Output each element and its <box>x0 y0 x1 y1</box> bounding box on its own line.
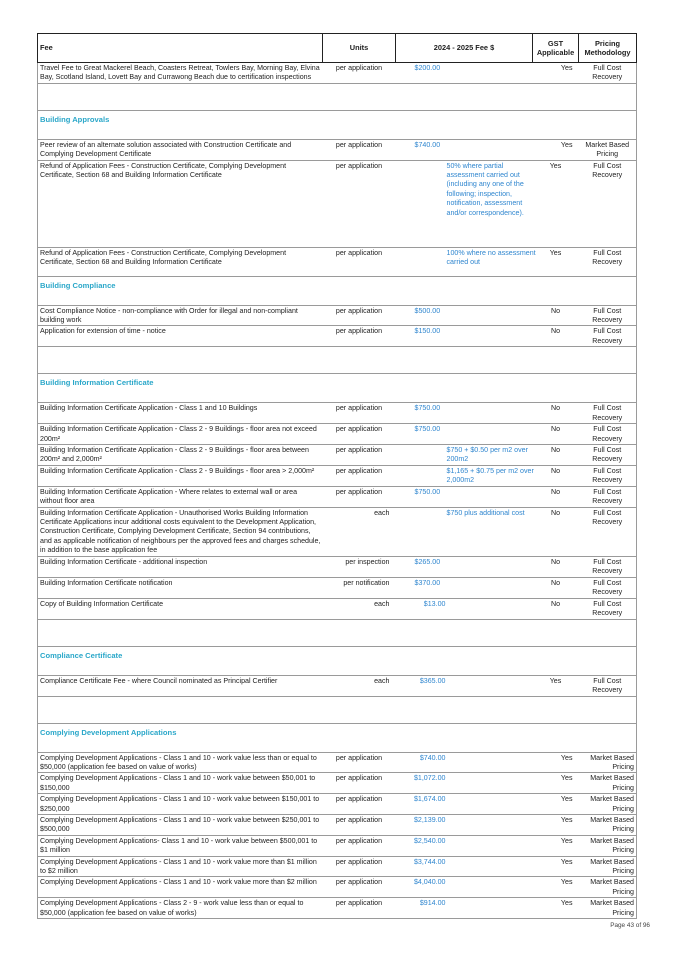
fee-amount <box>396 160 533 247</box>
gst-applicable: Yes <box>533 63 579 84</box>
fee-schedule-page <box>37 33 636 919</box>
pricing-methodology: Full Cost Recovery <box>579 424 637 445</box>
pricing-methodology: Market Based Pricing <box>579 139 637 160</box>
fee-amount-note: $1,165 + $0.75 per m2 over 2,000m2 <box>446 466 534 485</box>
gst-applicable: No <box>533 556 579 577</box>
fee-amount <box>396 424 533 445</box>
gst-applicable: Yes <box>533 752 579 773</box>
section-title: Compliance Certificate <box>38 646 637 675</box>
section-title: Complying Development Applications <box>38 723 637 752</box>
fee-description: Complying Development Applications - Class 1 and 10 - work value between $250,001 to $500,000 <box>38 814 323 835</box>
fee-units: per application <box>323 247 396 276</box>
gst-applicable: Yes <box>533 139 579 160</box>
section-heading-building-approvals <box>38 110 637 139</box>
gst-applicable: Yes <box>533 856 579 877</box>
table-row <box>38 160 637 247</box>
gst-applicable: Yes <box>533 773 579 794</box>
fee-amount <box>396 305 533 326</box>
fee-amount-value: $2,540.00 <box>413 836 446 845</box>
table-row <box>38 675 637 696</box>
section-title: Building Compliance <box>38 276 637 305</box>
gst-applicable: Yes <box>533 675 579 696</box>
fee-units: each <box>323 675 396 696</box>
section-title: Building Information Certificate <box>38 374 637 403</box>
table-row <box>38 598 637 619</box>
table-row <box>38 424 637 445</box>
spacer-row <box>38 696 637 723</box>
fee-amount-value: $4,040.00 <box>413 878 446 887</box>
table-row <box>38 507 637 556</box>
spacer-row <box>38 83 637 110</box>
fee-amount <box>396 675 533 696</box>
fee-amount <box>396 556 533 577</box>
fee-description: Complying Development Applications - Class 2 - 9 - work value less than or equal to $50,000 (application fee based on value of works) <box>38 898 323 919</box>
gst-applicable: Yes <box>533 877 579 898</box>
gst-applicable: No <box>533 326 579 347</box>
gst-applicable: No <box>533 465 579 486</box>
section-title: Building Approvals <box>38 110 637 139</box>
fee-description: Application for extension of time - notice <box>38 326 323 347</box>
fee-amount-value: $150.00 <box>414 327 441 336</box>
section-heading-building-information-certificate <box>38 374 637 403</box>
fee-amount-value: $750.00 <box>414 425 441 434</box>
table-row <box>38 577 637 598</box>
section-heading-building-compliance <box>38 276 637 305</box>
table-row <box>38 326 637 347</box>
fee-units: per application <box>323 752 396 773</box>
fee-description: Complying Development Applications- Class 1 and 10 - work value between $500,001 to $1 million <box>38 835 323 856</box>
header-fee: Fee <box>38 34 323 63</box>
gst-applicable: No <box>533 577 579 598</box>
gst-applicable: No <box>533 424 579 445</box>
fee-units: per application <box>323 898 396 919</box>
pricing-methodology: Full Cost Recovery <box>579 305 637 326</box>
fee-units: per application <box>323 835 396 856</box>
pricing-methodology: Market Based Pricing <box>579 794 637 815</box>
fee-description: Complying Development Applications - Class 1 and 10 - work value more than $2 million <box>38 877 323 898</box>
fee-units: per application <box>323 326 396 347</box>
fee-units: per application <box>323 773 396 794</box>
fee-amount <box>396 326 533 347</box>
fee-units: per notification <box>323 577 396 598</box>
fee-description: Refund of Application Fees - Construction Certificate, Complying Development Certificate, Section 68 and Building Information Certificate <box>38 160 323 247</box>
fee-description: Building Information Certificate Application - Class 1 and 10 Buildings <box>38 403 323 424</box>
fee-amount-value: $365.00 <box>419 676 446 685</box>
fee-units: per application <box>323 445 396 466</box>
fee-units: per application <box>323 160 396 247</box>
pricing-methodology: Full Cost Recovery <box>579 445 637 466</box>
gst-applicable: No <box>533 403 579 424</box>
pricing-methodology: Full Cost Recovery <box>579 556 637 577</box>
fee-amount <box>396 877 533 898</box>
gst-applicable: Yes <box>533 835 579 856</box>
fee-units: per inspection <box>323 556 396 577</box>
fee-description: Building Information Certificate Application - Where relates to external wall or area without floor area <box>38 486 323 507</box>
fee-amount-value: $740.00 <box>414 140 441 149</box>
fee-amount <box>396 63 533 84</box>
fee-units: per application <box>323 486 396 507</box>
section-heading-compliance-certificate <box>38 646 637 675</box>
fee-units: each <box>323 598 396 619</box>
fee-description: Complying Development Applications - Class 1 and 10 - work value less than or equal to $50,000 (application fee based on value of works) <box>38 752 323 773</box>
fee-amount <box>396 814 533 835</box>
fee-amount <box>396 752 533 773</box>
gst-applicable: No <box>533 445 579 466</box>
table-row <box>38 445 637 466</box>
fee-description: Building Information Certificate Application - Unauthorised Works Building Information Certificate Applications incur additional costs equivalent to the Development Application, Construction Certificate, Complying Development Certificate, Section 94 contributions, and as applicable notification of neighbours per the approved fees and charges schedule, in addition to the base application fee <box>38 507 323 556</box>
fee-amount-value: $1,072.00 <box>413 774 446 783</box>
pricing-methodology: Market Based Pricing <box>579 856 637 877</box>
fee-description: Refund of Application Fees - Construction Certificate, Complying Development Certificate, Section 68 and Building Information Certificate <box>38 247 323 276</box>
gst-applicable: Yes <box>533 814 579 835</box>
table-row <box>38 139 637 160</box>
table-row <box>38 814 637 835</box>
header-units: Units <box>323 34 396 63</box>
pricing-methodology: Market Based Pricing <box>579 835 637 856</box>
table-row <box>38 856 637 877</box>
fee-amount <box>396 507 533 556</box>
table-row <box>38 63 637 84</box>
fee-units: per application <box>323 139 396 160</box>
table-row <box>38 305 637 326</box>
fee-amount <box>396 403 533 424</box>
table-row <box>38 898 637 919</box>
fee-amount-note: $750 plus additional cost <box>446 508 525 517</box>
fee-description: Building Information Certificate Application - Class 2 - 9 Buildings - floor area not exceed 200m² <box>38 424 323 445</box>
fee-units: each <box>323 507 396 556</box>
fee-description: Cost Compliance Notice - non-compliance with Order for illegal and non-compliant building work <box>38 305 323 326</box>
table-row <box>38 247 637 276</box>
spacer-row <box>38 619 637 646</box>
table-row <box>38 403 637 424</box>
fee-amount-value: $500.00 <box>414 306 441 315</box>
fee-amount-value: $265.00 <box>414 557 441 566</box>
fee-amount <box>396 794 533 815</box>
fee-amount-note: 50% where partial assessment carried out (including any one of the following; inspection, notification, assessment and/or correspondence). <box>446 161 524 217</box>
fee-amount <box>396 465 533 486</box>
pricing-methodology: Market Based Pricing <box>579 877 637 898</box>
pricing-methodology: Full Cost Recovery <box>579 160 637 247</box>
fee-description: Complying Development Applications - Class 1 and 10 - work value between $150,001 to $250,000 <box>38 794 323 815</box>
fee-description: Copy of Building Information Certificate <box>38 598 323 619</box>
fee-amount-value: $2,139.00 <box>413 815 446 824</box>
fee-amount-value: $750.00 <box>414 487 441 496</box>
table-header-row <box>38 34 637 63</box>
fee-amount-value: $370.00 <box>414 578 441 587</box>
fee-description: Complying Development Applications - Class 1 and 10 - work value between $50,001 to $150,000 <box>38 773 323 794</box>
pricing-methodology: Full Cost Recovery <box>579 486 637 507</box>
fee-amount <box>396 445 533 466</box>
table-row <box>38 794 637 815</box>
fee-amount <box>396 577 533 598</box>
table-row <box>38 486 637 507</box>
fee-description: Building Information Certificate Application - Class 2 - 9 Buildings - floor area > 2,000m² <box>38 465 323 486</box>
fee-table <box>37 33 637 919</box>
fee-units: per application <box>323 814 396 835</box>
pricing-methodology: Full Cost Recovery <box>579 247 637 276</box>
gst-applicable: No <box>533 507 579 556</box>
fee-amount <box>396 486 533 507</box>
gst-applicable: No <box>533 305 579 326</box>
pricing-methodology: Market Based Pricing <box>579 898 637 919</box>
gst-applicable: Yes <box>533 247 579 276</box>
fee-amount <box>396 139 533 160</box>
fee-amount <box>396 898 533 919</box>
fee-amount-value: $740.00 <box>419 753 446 762</box>
table-row <box>38 877 637 898</box>
pricing-methodology: Full Cost Recovery <box>579 675 637 696</box>
fee-amount <box>396 247 536 276</box>
fee-amount-note: $750 + $0.50 per m2 over 200m2 <box>446 446 528 464</box>
gst-applicable: Yes <box>533 160 579 247</box>
fee-description: Travel Fee to Great Mackerel Beach, Coasters Retreat, Towlers Bay, Morning Bay, Elvina Bay, Scotland Island, Lovett Bay and Currawong Beach due to certification inspections <box>38 63 323 84</box>
header-gst: GST Applicable <box>533 34 579 63</box>
pricing-methodology: Full Cost Recovery <box>579 403 637 424</box>
gst-applicable: Yes <box>533 794 579 815</box>
table-body <box>38 63 637 919</box>
gst-applicable: Yes <box>533 898 579 919</box>
fee-amount <box>396 856 533 877</box>
fee-description: Building Information Certificate Application - Class 2 - 9 Buildings - floor area between 200m² and 2,000m² <box>38 445 323 466</box>
fee-description: Building Information Certificate notification <box>38 577 323 598</box>
fee-amount-value: $3,744.00 <box>413 857 446 866</box>
table-row <box>38 465 637 486</box>
fee-amount-value: $914.00 <box>419 899 446 908</box>
pricing-methodology: Full Cost Recovery <box>579 63 637 84</box>
spacer-row <box>38 347 637 374</box>
pricing-methodology: Full Cost Recovery <box>579 465 637 486</box>
gst-applicable: No <box>533 598 579 619</box>
fee-units: per application <box>323 877 396 898</box>
pricing-methodology: Market Based Pricing <box>579 814 637 835</box>
fee-amount-value: $750.00 <box>414 404 441 413</box>
gst-applicable: No <box>533 486 579 507</box>
fee-amount-value: $1,674.00 <box>413 795 446 804</box>
table-row <box>38 773 637 794</box>
fee-units: per application <box>323 63 396 84</box>
fee-units: per application <box>323 856 396 877</box>
fee-amount <box>396 598 533 619</box>
pricing-methodology: Full Cost Recovery <box>579 598 637 619</box>
header-pricing: Pricing Methodology <box>579 34 637 63</box>
fee-units: per application <box>323 305 396 326</box>
header-amount: 2024 - 2025 Fee $ <box>396 34 533 63</box>
fee-description: Complying Development Applications - Class 1 and 10 - work value more than $1 million to $2 million <box>38 856 323 877</box>
fee-amount-value: $13.00 <box>423 599 446 608</box>
section-heading-complying-development-applications <box>38 723 637 752</box>
fee-amount-value: $200.00 <box>414 64 441 72</box>
pricing-methodology: Full Cost Recovery <box>579 326 637 347</box>
fee-amount <box>396 773 533 794</box>
pricing-methodology: Full Cost Recovery <box>579 577 637 598</box>
page-number: Page 43 of 96 <box>610 922 650 929</box>
fee-units: per application <box>323 794 396 815</box>
fee-units: per application <box>323 465 396 486</box>
fee-description: Compliance Certificate Fee - where Council nominated as Principal Certifier <box>38 675 323 696</box>
table-row <box>38 835 637 856</box>
fee-amount <box>396 835 533 856</box>
fee-amount-note: 100% where no assessment carried out <box>446 248 536 267</box>
pricing-methodology: Market Based Pricing <box>579 773 637 794</box>
fee-units: per application <box>323 424 396 445</box>
table-row <box>38 752 637 773</box>
table-row <box>38 556 637 577</box>
pricing-methodology: Full Cost Recovery <box>579 507 637 556</box>
fee-description: Peer review of an alternate solution associated with Construction Certificate and Complying Development Certificate <box>38 139 323 160</box>
pricing-methodology: Market Based Pricing <box>579 752 637 773</box>
fee-units: per application <box>323 403 396 424</box>
fee-description: Building Information Certificate - additional inspection <box>38 556 323 577</box>
